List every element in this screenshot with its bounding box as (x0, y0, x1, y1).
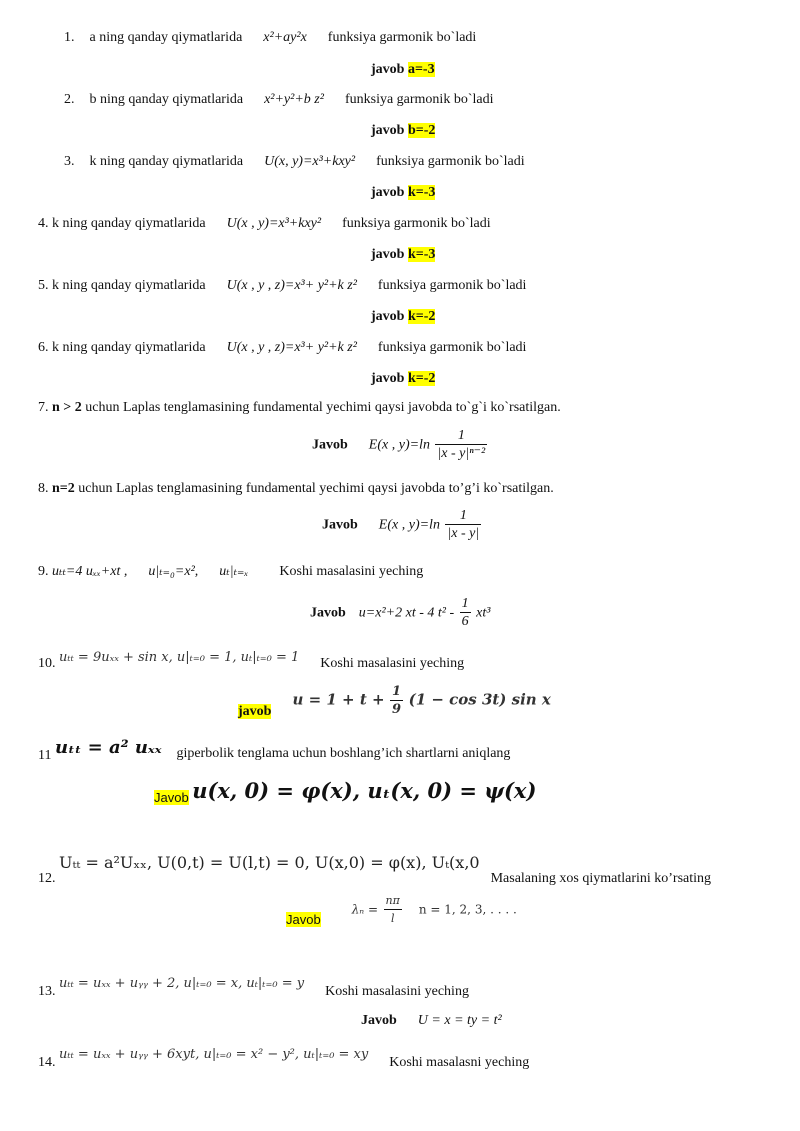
answer-5 (371, 309, 435, 325)
fraction-numerator: 1 (461, 596, 469, 611)
answer-value: a=-3 (407, 62, 435, 77)
answer-10 (238, 684, 551, 719)
question-text: Koshi masalasini yeching (325, 984, 469, 999)
question-tail: funksiya garmonik bo`ladi (327, 30, 477, 45)
answer-value: k=-2 (407, 309, 436, 324)
answer-tail: (1 − cos 3t) sin x (408, 690, 551, 709)
answer-label: javob (371, 123, 405, 138)
answer-label: Javob (154, 790, 189, 805)
formula: x²+y²+b z² (264, 92, 324, 107)
question-text: k ning qanday qiymatlarida (52, 340, 206, 355)
fraction (445, 508, 481, 543)
condition-1: u|ₜ₌₀=x², (148, 564, 199, 579)
formula: x²+ay²x (263, 30, 307, 45)
question-tail: funksiya garmonik bo`ladi (377, 340, 527, 355)
answer-formula: E(x , y)=ln (378, 517, 440, 533)
question-11 (38, 737, 511, 763)
answer-value: k=-3 (407, 247, 436, 262)
question-number: 10. (38, 656, 56, 671)
answer-label: Javob (361, 1013, 397, 1028)
question-text: a ning qanday qiymatlarida (89, 30, 243, 45)
answer-formula: λₙ = (351, 902, 379, 917)
question-tail: funksiya garmonik bo`ladi (342, 216, 491, 231)
question-5 (38, 278, 526, 294)
answer-label: javob (371, 247, 405, 262)
question-text: k ning qanday qiymatlarida (89, 154, 244, 169)
question-4 (38, 216, 491, 232)
question-number: 2. (64, 92, 75, 107)
question-13 (38, 976, 469, 999)
formula: uₜₜ = uₓₓ + uᵧᵧ + 2, u|ₜ₌₀ = x, uₜ|ₜ₌₀ = y (59, 976, 305, 991)
answer-tail: n = 1, 2, 3, . . . . (418, 902, 517, 917)
question-14 (38, 1047, 530, 1070)
question-7 (38, 400, 561, 416)
question-number: 3. (64, 154, 75, 169)
answer-label: javob (238, 703, 272, 719)
formula: uₜₜ=4 uₓₓ+xt , (52, 564, 128, 579)
formula: U(x , y)=x³+kxy² (226, 216, 322, 231)
answer-label: Javob (322, 517, 358, 533)
question-8 (38, 481, 554, 497)
question-condition: n=2 (52, 481, 75, 496)
question-number: 9. (38, 564, 49, 579)
answer-label: Javob (310, 605, 346, 621)
question-9 (38, 563, 423, 580)
answer-label: javob (371, 185, 405, 200)
formula: uₜₜ = 9uₓₓ + sin x, u|ₜ₌₀ = 1, uₜ|ₜ₌₀ = 1 (59, 650, 300, 665)
answer-value: b=-2 (407, 123, 436, 138)
question-2 (64, 92, 493, 108)
question-text: Masalaning xos qiymatlarini ko’rsating (490, 871, 712, 886)
answer-formula: E(x , y)=ln (368, 437, 430, 453)
question-number: 4. (38, 216, 49, 231)
fraction (435, 428, 487, 463)
answer-8 (322, 508, 483, 543)
answer-formula: U = x = ty = t² (417, 1013, 502, 1028)
question-text: giperbolik tenglama uchun boshlang’ich shartlarni aniqlang (176, 746, 511, 761)
question-condition: n > 2 (52, 400, 82, 415)
question-tail: funksiya garmonik bo`ladi (377, 278, 527, 293)
answer-6 (371, 371, 435, 387)
question-number: 1. (64, 30, 75, 45)
answer-label: javob (371, 62, 405, 77)
question-tail: funksiya garmonik bo`ladi (376, 154, 525, 169)
question-tail: funksiya garmonik bo`ladi (344, 92, 494, 107)
question-text: Koshi masalasini yeching (320, 656, 465, 671)
fraction-denominator: 6 (461, 614, 469, 629)
answer-2 (371, 123, 435, 139)
fraction (384, 893, 402, 928)
formula: uₜₜ = a² uₓₓ (54, 737, 162, 758)
answer-12 (286, 893, 517, 928)
question-number: 14. (38, 1055, 56, 1070)
answer-11 (154, 778, 536, 803)
question-text: uchun Laplas tenglamasining fundamental yechimi qaysi javobda to’g’i ko`rsatilgan. (78, 481, 554, 496)
formula: uₜₜ = uₓₓ + uᵧᵧ + 6xyt, u|ₜ₌₀ = x² − y², uₜ|ₜ₌₀ = xy (59, 1047, 369, 1062)
answer-label: javob (371, 371, 405, 386)
fraction-denominator: l (390, 912, 395, 925)
answer-formula: u=x²+2 xt - 4 t² - (358, 605, 455, 621)
answer-value: k=-2 (407, 371, 436, 386)
answer-label: Javob (286, 911, 321, 927)
question-number: 12. (38, 871, 56, 886)
question-3 (64, 154, 525, 170)
question-text: Koshi masalasini yeching (279, 564, 424, 579)
condition-2: uₜ|ₜ₌ₓ (219, 564, 249, 579)
formula: U(x , y , z)=x³+ y²+k z² (226, 278, 357, 293)
question-text: k ning qanday qiymatlarida (52, 216, 206, 231)
fraction-numerator: 1 (392, 684, 402, 699)
answer-tail: xt³ (476, 605, 491, 621)
fraction-denominator: |x - y| (447, 526, 480, 541)
answer-label: Javob (312, 437, 348, 453)
fraction-denominator: 9 (392, 702, 402, 717)
fraction-numerator: nπ (384, 893, 402, 910)
fraction-numerator: 1 (435, 428, 487, 445)
question-text: uchun Laplas tenglamasining fundamental yechimi qaysi javobda to`g`i ko`rsatilgan. (85, 400, 561, 415)
answer-value: k=-3 (407, 185, 436, 200)
question-text: k ning qanday qiymatlarida (52, 278, 206, 293)
formula: U(x, y)=x³+kxy² (264, 154, 356, 169)
answer-label: javob (371, 309, 405, 324)
question-6 (38, 340, 526, 356)
question-number: 5. (38, 278, 49, 293)
answer-7 (312, 428, 489, 463)
answer-formula: u = 1 + t + (292, 690, 385, 709)
answer-9 (310, 596, 490, 631)
question-text: Koshi masalasni yeching (389, 1055, 530, 1070)
fraction-numerator: 1 (445, 508, 481, 525)
answer-3 (371, 185, 435, 201)
question-number: 13. (38, 984, 56, 999)
question-12 (38, 853, 712, 886)
formula: U(x , y , z)=x³+ y²+k z² (226, 340, 357, 355)
fraction (390, 684, 403, 719)
formula: Uₜₜ = a²Uₓₓ, U(0,t) = U(l,t) = 0, U(x,0) = φ(x), Uₜ(x,0 (59, 853, 480, 872)
answer-formula: u(x, 0) = φ(x), uₜ(x, 0) = ψ(x) (192, 778, 537, 803)
answer-4 (371, 247, 435, 263)
fraction-denominator: |x - y|ⁿ⁻² (437, 446, 486, 461)
answer-13 (361, 1013, 502, 1029)
answer-1 (371, 62, 435, 78)
question-number: 8. (38, 481, 49, 496)
question-number: 11 (38, 748, 52, 763)
question-1 (64, 30, 476, 46)
question-number: 6. (38, 340, 49, 355)
question-10 (38, 650, 465, 671)
fraction (460, 596, 471, 631)
question-number: 7. (38, 400, 49, 415)
question-text: b ning qanday qiymatlarida (89, 92, 244, 107)
